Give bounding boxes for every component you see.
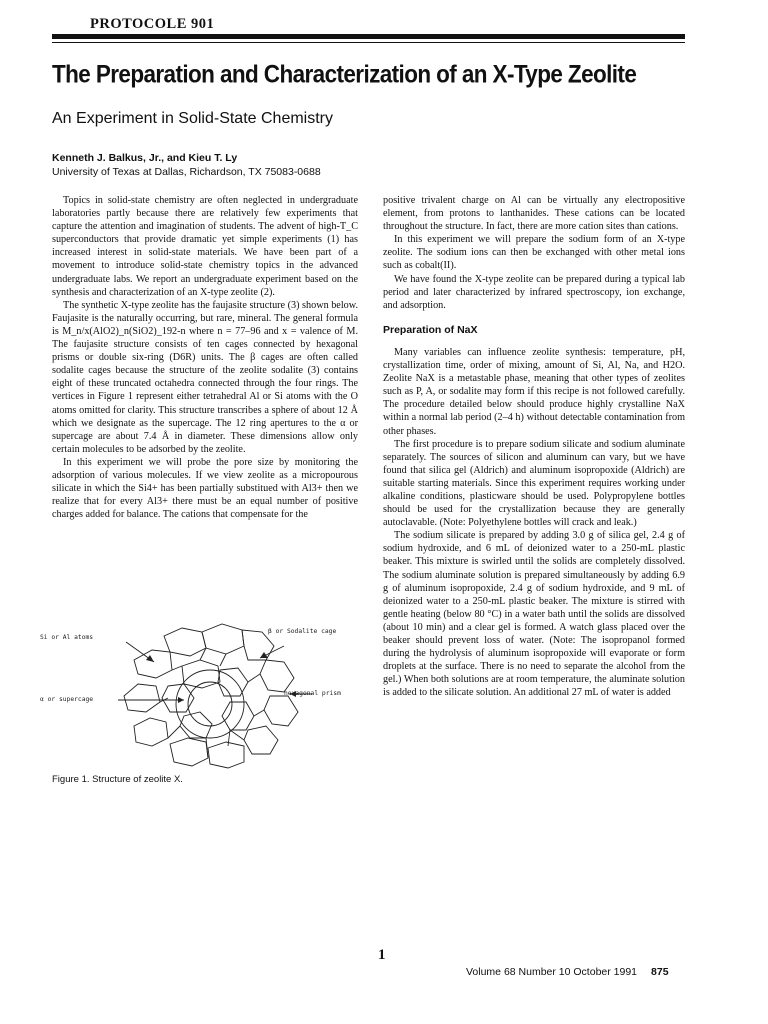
label-hexagonal-prism: hexagonal prism xyxy=(284,690,341,697)
article-authors: Kenneth J. Balkus, Jr., and Kieu T. Ly xyxy=(52,152,238,164)
right-paragraph-6: The sodium silicate is prepared by adding 3.0 g of silica gel, 2.4 g of sodium hydroxide, and 6 mL of deionized water to a 250-mL plastic beaker. This mixture is swirled until the solids are completely dissolved. The sodium aluminate solution is prepared simultaneously by adding 6.9 g of aluminum isopropoxide, 2.4 g of sodium hydroxide, and 9 mL of deionized water to a 250-mL plastic beaker. The mixture is stirred with gentle heating (below 80 °C) in a water bath until the solids are dissolved (about 10 min) and a clear gel is formed. A watch glass placed over the beaker should prevent loss of water. (Note: The isopropanol formed during the hydrolysis of aluminum isopropoxide will evaporate or form droplets at the surface. There is no need to separate the alcohol from the gel.) When both solutions are at room temperature, the aluminate solution is added to the silicate solution. An additional 27 mL of water is added xyxy=(383,530,685,699)
label-supercage: α or supercage xyxy=(40,696,94,703)
right-paragraph-2: In this experiment we will prepare the sodium form of an X-type zeolite. The sodium ions can then be exchanged with other metal ions such as cobalt(II). xyxy=(383,234,685,272)
journal-footer xyxy=(466,966,669,978)
section-heading: Preparation of NaX xyxy=(383,323,478,336)
right-paragraph-4: Many variables can influence zeolite synthesis: temperature, pH, crystallization time, order of mixing, amount of Si, Al, Na, and H2O. Zeolite NaX is a metastable phase, meaning that other types of zeolites such as P, A, or sodalite may form if this recipe is not followed carefully. The procedure detailed below should produce highly crystalline NaX within a normal lab period (2–4 h) without detectable contamination from other phases. xyxy=(383,346,685,437)
protocol-label: PROTOCOLE 901 xyxy=(90,16,215,32)
article-affiliation: University of Texas at Dallas, Richardson, TX 75083-0688 xyxy=(52,166,321,178)
figure-caption: Figure 1. Structure of zeolite X. xyxy=(52,774,183,785)
label-sodalite-cage: β or Sodalite cage xyxy=(268,628,337,635)
header-rule-thin xyxy=(52,42,685,43)
right-paragraph-1: positive trivalent charge on Al can be virtually any electropositive element, from protons to lanthanides. These cations can be located throughout the structure. In fact, there are more cation sites than cations. xyxy=(383,195,685,233)
left-paragraph-2: The synthetic X-type zeolite has the faujasite structure (3) shown below. Faujasite is the naturally occurring, but rare, mineral. The general formula is M_n/x(AlO2)_n(SiO2)_192-n where n = 77–96 and x = valence of M. The faujasite structure consists of ten cages connected by hexagonal prisms or double six-ring (D6R) units. The β cages are often called sodalite cages because the structure of the zeolite sodalite (3) contains eight of these truncated octahedra connected through the four rings. The vertices in Figure 1 represent either tetrahedral Al or Si atoms with the O atoms omitted for clarity. This structure transcribes a sphere of about 12 Å which we designate as the supercage. The 12 ring apertures to the α or supercage are about 7.4 Å in diameter. These dimensions allow only certain molecules to be adsorbed by the zeolite. xyxy=(52,299,358,455)
article-title: The Preparation and Characterization of an X-Type Zeolite xyxy=(52,60,637,88)
left-paragraph-1: Topics in solid-state chemistry are often neglected in undergraduate laboratories partly because there are relatively few experiments that capture the attention and imagination of students. The advent of high-T_C superconductors that provide dramatic yet simple experiments (1) has increased interest in solid-state materials. We have been part of a movement to introduce solid-state chemistry topics in the advanced undergraduate labs. We report an undergraduate experiment based on the synthesis and characterization of an X-type zeolite (2). xyxy=(52,195,358,298)
right-column xyxy=(383,194,685,699)
page-number: 875 xyxy=(651,966,669,978)
left-column xyxy=(52,194,358,521)
label-si-al-atoms: Si or Al atoms xyxy=(40,634,94,641)
article-subtitle: An Experiment in Solid-State Chemistry xyxy=(52,110,333,127)
right-paragraph-3: We have found the X-type zeolite can be prepared during a typical lab period and later characterized by infrared spectroscopy, ion exchange, and adsorption. xyxy=(383,273,685,311)
journal-issue: Volume 68 Number 10 October 1991 xyxy=(466,966,638,978)
center-page-number: 1 xyxy=(378,947,386,963)
zeolite-structure-figure xyxy=(34,614,364,774)
left-paragraph-3: In this experiment we will probe the pore size by monitoring the adsorption of various molecules. If we view zeolite as a micropourous silicate in which the Si4+ has been partially substitued with Al3+ then we realize that for every Al3+ there must be an equal number of positive charges added for balance. The cations that compensate for the xyxy=(52,456,358,521)
header-rule-thick xyxy=(52,34,685,39)
right-paragraph-5: The first procedure is to prepare sodium silicate and sodium aluminate separately. The sources of silicon and aluminum can vary, but we have found that silica gel (Aldrich) and aluminum isopropoxide (Aldrich) are suitable starting materials. Since this experiment requires working under alkaline conditions, plasticware should be used. Polypropylene bottles should be used for the crystallization because they are generally autoclavable. (Note: Polyethylene bottles will crack and leak.) xyxy=(383,438,685,529)
